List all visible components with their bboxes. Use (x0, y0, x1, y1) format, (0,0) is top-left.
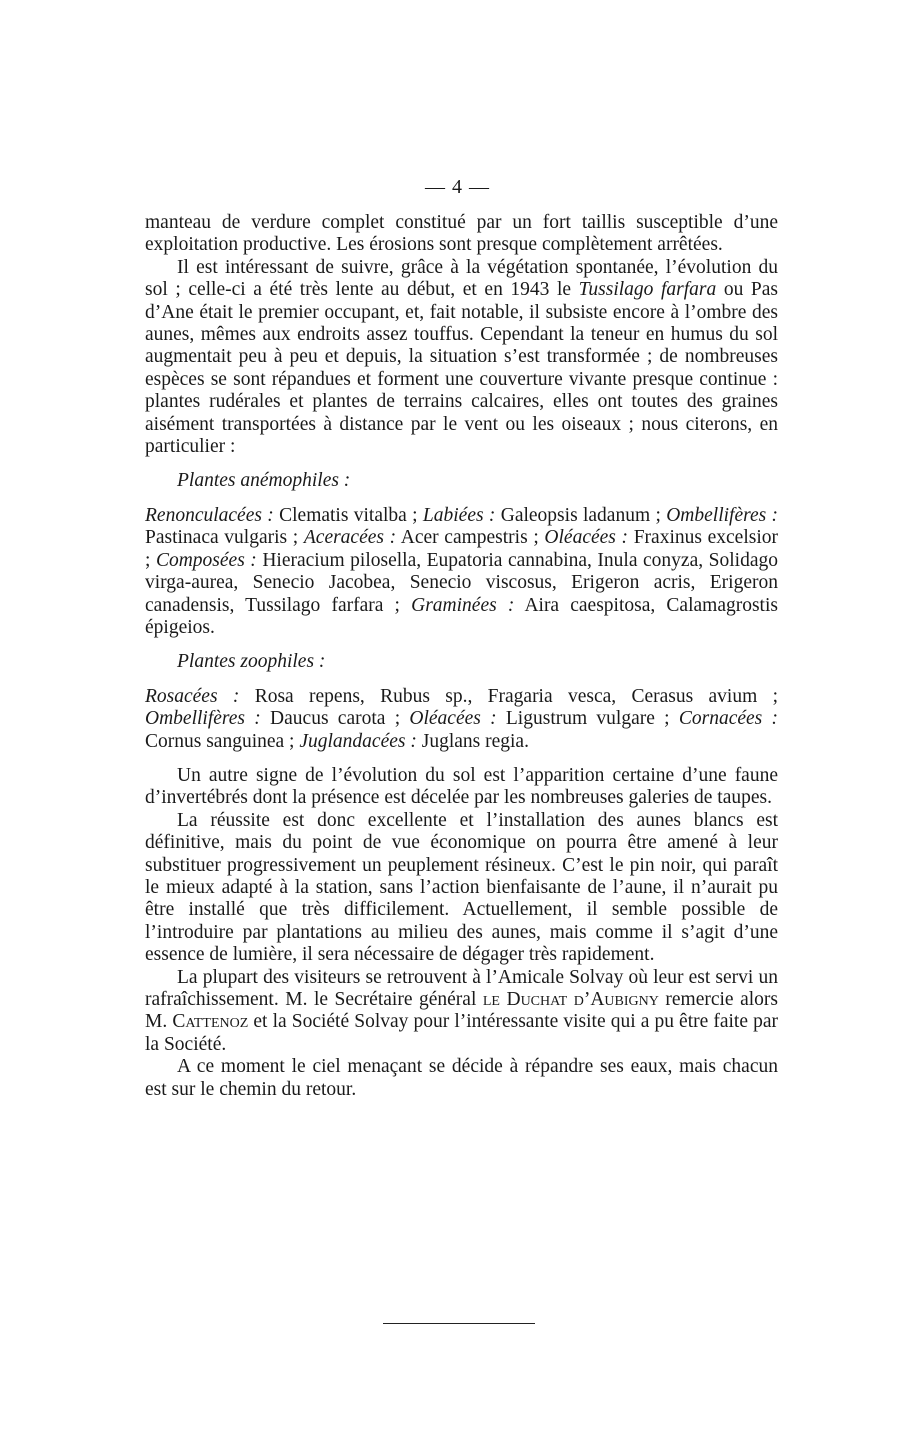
family-name: Labiées : (422, 504, 496, 526)
species-list-anemophiles (145, 505, 778, 639)
species-list: Aira caespitosa, Calamagrostis épigeios. (145, 594, 778, 638)
species-list-zoophiles (145, 686, 778, 753)
species-list: Juglans regia. (416, 730, 529, 752)
family-name: Oléacées : (544, 527, 629, 549)
person-name: Cattenoz (172, 1011, 249, 1033)
paragraph-continuation: manteau de verdure complet constitué par un fort taillis susceptible d’une exploitation productive. Les érosions sont presque complètement arrêtées. (145, 212, 778, 256)
family-name: Ombellifères : (666, 504, 779, 526)
paragraph-success: La réussite est donc excellente et l’installation des aunes blancs est définitive, mais du point de vue économique on pourra être amené à leur substituer progressivement un peuplement résineux. C’est le pin noir, qui paraît le mieux adapté à la station, sans l’action bienfaisante de l’aune, il n’aurait pu être installé que très difficilement. Actuellement, il semble possible de l’introduire par plantations au milieu des aunes, mais comme il s’agit d’une essence de lumière, il sera nécessaire de dégager très rapidement. (145, 809, 778, 966)
species-list: Clematis vitalba ; (273, 504, 423, 526)
heading-anemophiles: Plantes anémophiles : (177, 470, 351, 492)
family-name: Aceracées : (303, 527, 397, 549)
species-name: Tussilago farfara (578, 279, 717, 301)
family-name: Cornacées : (678, 708, 779, 730)
text-run: La plupart des visiteurs se retrouvent à l’Amicale Solvay où leur est servi un rafraîchissement. M. le Secrétaire général (145, 966, 778, 1010)
family-name: Juglandacées : (299, 730, 417, 752)
family-name: Oléacées : (409, 708, 497, 730)
text-run: et la Société Solvay pour l’intéressante visite qui a pu être faite par la Société. (145, 1011, 778, 1055)
family-name: Renonculacées : (145, 504, 274, 526)
species-list: Daucus carota ; (260, 708, 410, 730)
paragraph-visitors (145, 967, 778, 1057)
species-list: Galeopsis ladanum ; (495, 504, 667, 526)
species-list: Fraxinus excelsior ; (145, 527, 779, 571)
species-list: Cornus sanguinea ; (145, 730, 300, 752)
species-list: Ligustrum vulgare ; (496, 708, 679, 730)
species-list: Rosa repens, Rubus sp., Fragaria vesca, Cerasus avium ; (239, 685, 778, 707)
family-name: Ombellifères : (145, 708, 261, 730)
heading-zoophiles: Plantes zoophiles : (177, 651, 326, 673)
page-number: — 4 — (425, 176, 490, 198)
text-run: ou Pas d’Ane était le premier occupant, et, fait notable, il subsiste encore à l’ombre des aunes, mêmes aux endroits assez touffus. Cependant la teneur en humus du sol augmentait peu à peu et depuis, la situation s’est transformée ; de nombreuses espèces se sont répandues et forment une couverture vivante presque continue : plantes rudérales et plantes de terrains calcaires, elles ont toutes des graines aisément transportées à distance par le vent ou les oiseaux ; nous citerons, en particulier : (145, 279, 778, 458)
species-list: Acer campestris ; (396, 527, 545, 549)
family-name: Rosacées : (145, 685, 240, 707)
species-list: Hieracium pilosella, Eupatoria cannabina, Inula conyza, Solidago virga-aurea, Senecio Jacobea, Senecio viscosus, Erigeron acris, Erigeron canadensis, Tussilago farfara ; (145, 549, 778, 616)
paragraph-vegetation (145, 257, 778, 459)
text-run: Il est intéressant de suivre, grâce à la végétation spontanée, l’évolution du sol ; celle-ci a été très lente au début, et en 1943 le (145, 256, 778, 301)
body-text (145, 212, 778, 1101)
paragraph-fauna: Un autre signe de l’évolution du sol est l’apparition certaine d’une faune d’invertébrés dont la présence est décelée par les nombreuses galeries de taupes. (145, 764, 778, 809)
person-name: le Duchat d’Aubigny (482, 989, 659, 1010)
text-run: remercie alors M. (145, 989, 778, 1033)
species-list: Pastinaca vulgaris ; (145, 527, 304, 549)
family-name: Composées : (155, 549, 257, 571)
family-name: Graminées : (411, 594, 515, 616)
paragraph-closing: A ce moment le ciel menaçant se décide à répandre ses eaux, mais chacun est sur le chemin du retour. (145, 1056, 778, 1100)
end-rule (383, 1323, 535, 1324)
